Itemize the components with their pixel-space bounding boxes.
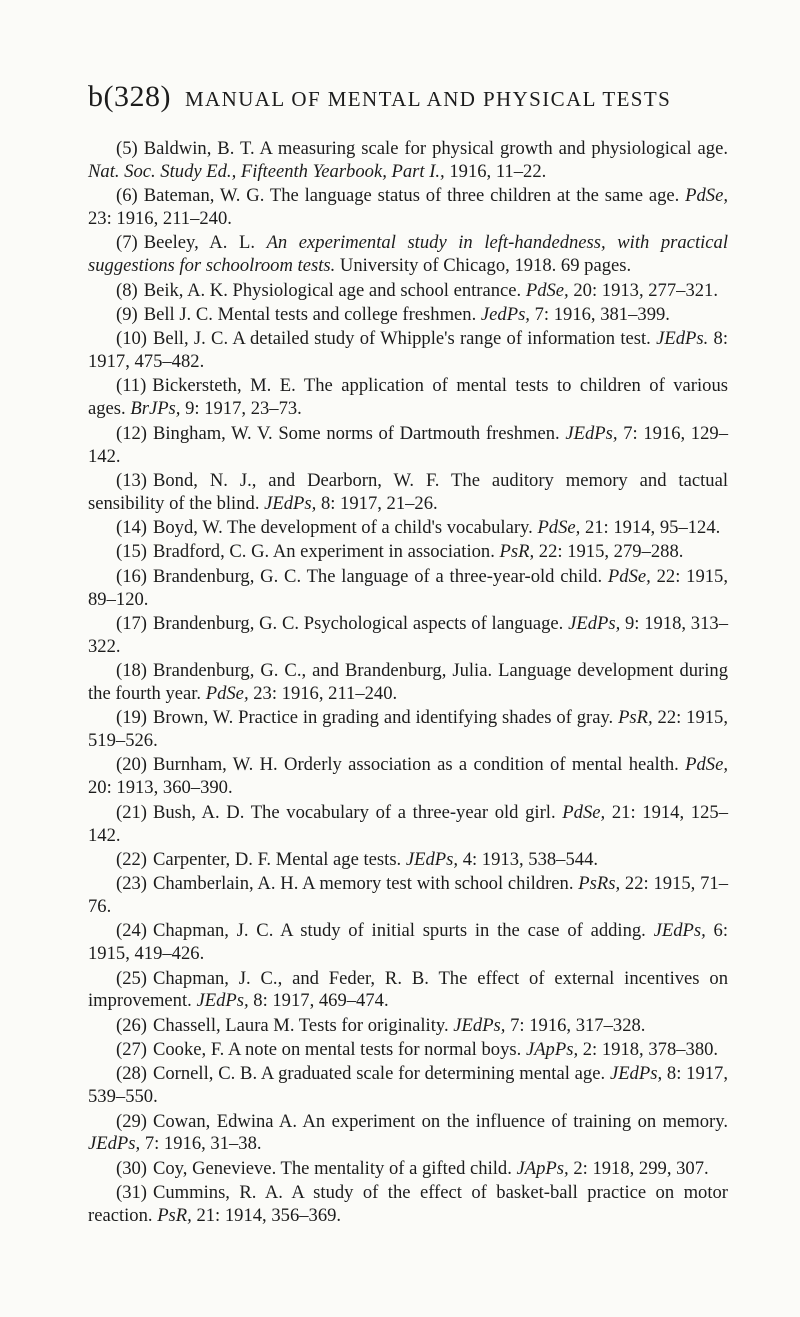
reference-title: A measuring scale for physical growth and physiological age. <box>259 138 729 159</box>
reference-citation: 9: 1917, 23–73. <box>185 398 302 420</box>
reference-citation: 7: 1916, 31–38. <box>144 1133 262 1155</box>
reference-number: (17) <box>116 612 147 634</box>
reference-title: The mentality of a gifted child. <box>280 1157 512 1179</box>
reference-journal: JEdPs, <box>264 492 317 514</box>
reference-author: Bell J. C. <box>143 303 213 325</box>
reference-author: Burnham, W. H. <box>152 754 278 776</box>
reference-citation: 23: 1916, 211–240. <box>253 682 398 704</box>
reference-citation: 1916, 11–22. <box>449 160 547 182</box>
reference-title: The development of a child's vocabulary. <box>227 517 533 539</box>
reference-entry <box>88 232 728 278</box>
reference-title: A graduated scale for determining mental age. <box>260 1063 606 1085</box>
reference-journal: PsRs, <box>578 873 621 895</box>
reference-entry <box>88 375 728 421</box>
reference-journal: PdSe, <box>525 279 569 301</box>
reference-journal: PsR, <box>499 541 535 563</box>
reference-citation: 22: 1915, 519–526. <box>88 707 728 752</box>
reference-number: (24) <box>116 920 147 942</box>
reference-author: Bell, J. C. <box>152 328 229 350</box>
reference-citation: 22: 1915, 71–76. <box>88 873 728 918</box>
reference-author: Chamberlain, A. H. <box>152 873 299 895</box>
reference-author: Bradford, C. G. <box>152 541 270 563</box>
reference-journal: BrJPs, <box>130 398 181 420</box>
reference-journal: PdSe, <box>537 517 581 539</box>
reference-entry <box>88 707 728 753</box>
reference-entry <box>88 541 728 564</box>
reference-citation: 21: 1914, 95–124. <box>584 517 721 539</box>
reference-author: Chapman, J. C., and Feder, R. B. <box>152 967 429 989</box>
reference-number: (11) <box>116 375 147 397</box>
reference-citation: 22: 1915, 279–288. <box>538 541 684 563</box>
reference-number: (7) <box>116 232 138 254</box>
reference-journal: JEdPs. <box>656 328 709 350</box>
reference-author: Beik, A. K. <box>143 279 228 301</box>
reference-number: (27) <box>116 1039 147 1061</box>
reference-author: Bateman, W. G. <box>143 185 265 207</box>
reference-number: (8) <box>116 279 138 301</box>
reference-citation: 8: 1917, 539–550. <box>88 1063 729 1108</box>
reference-number: (6) <box>116 185 138 207</box>
reference-title: Mental tests and college freshmen. <box>217 303 477 325</box>
reference-number: (15) <box>116 541 147 563</box>
reference-number: (31) <box>116 1182 147 1204</box>
reference-author: Chapman, J. C. <box>152 920 274 942</box>
reference-title: Physiological age and school entrance. <box>232 279 522 301</box>
reference-author: Baldwin, B. T. <box>143 138 255 159</box>
reference-citation: 21: 1914, 125–142. <box>88 801 728 846</box>
reference-author: Brandenburg, G. C., and Brandenburg, Julia. <box>152 660 493 682</box>
reference-citation: 8: 1917, 21–26. <box>320 492 438 514</box>
reference-number: (28) <box>116 1063 147 1085</box>
reference-title: The effect of external incentives on improvement. <box>88 967 729 1012</box>
reference-title: A detailed study of Whipple's range of information test. <box>232 328 651 350</box>
book-title: MANUAL OF MENTAL AND PHYSICAL TESTS <box>184 87 672 111</box>
reference-list <box>88 138 728 1229</box>
reference-number: (30) <box>116 1157 147 1179</box>
reference-title: The application of mental tests to children of various ages. <box>88 375 728 420</box>
reference-title: The language status of three children at the same age. <box>269 185 680 207</box>
reference-entry <box>88 613 728 659</box>
reference-title: Psychological aspects of language. <box>303 612 564 634</box>
reference-title: A study of initial spurts in the case of adding. <box>280 920 646 942</box>
reference-entry <box>88 1015 728 1038</box>
reference-entry <box>88 1063 728 1109</box>
reference-author: Bickersteth, M. E. <box>152 375 296 397</box>
reference-author: Brandenburg, G. C. <box>152 612 300 634</box>
page-number: b(328) <box>88 80 171 113</box>
reference-entry <box>88 968 728 1014</box>
reference-journal: PdSe, <box>205 682 249 704</box>
reference-citation: 7: 1916, 381–399. <box>534 303 670 325</box>
reference-journal: JEdPs, <box>653 920 706 942</box>
reference-number: (25) <box>116 967 147 989</box>
reference-journal: JEdPs, <box>196 990 249 1012</box>
reference-title: The vocabulary of a three-year old girl. <box>250 801 556 823</box>
reference-journal: JedPs, <box>480 303 530 325</box>
reference-author: Bond, N. J., and Dearborn, W. F. <box>152 469 440 491</box>
reference-journal: JEdPs, <box>609 1063 663 1085</box>
reference-journal: PsR, <box>157 1204 192 1226</box>
reference-number: (5) <box>116 138 138 159</box>
reference-journal: PsR, <box>618 707 653 729</box>
reference-number: (12) <box>116 422 147 444</box>
reference-title: Mental age tests. <box>275 848 402 870</box>
running-head <box>88 80 728 114</box>
reference-entry <box>88 185 728 231</box>
reference-number: (23) <box>116 873 147 895</box>
reference-journal: PdSe, <box>685 754 729 776</box>
reference-entry <box>88 138 728 184</box>
reference-number: (13) <box>116 469 147 491</box>
reference-journal: JEdPs, <box>565 422 618 444</box>
reference-entry <box>88 517 728 540</box>
reference-number: (22) <box>116 848 147 870</box>
reference-number: (16) <box>116 565 147 587</box>
reference-entry <box>88 660 728 706</box>
reference-citation: 9: 1918, 313–322. <box>88 612 728 657</box>
reference-number: (19) <box>116 707 147 729</box>
reference-entry <box>88 1039 728 1062</box>
reference-journal: Nat. Soc. Study Ed., Fifteenth Yearbook, Part I., <box>88 160 445 182</box>
reference-author: Boyd, W. <box>152 517 223 539</box>
reference-entry <box>88 1182 728 1228</box>
reference-entry <box>88 920 728 966</box>
reference-entry <box>88 280 728 303</box>
reference-journal: JApPs, <box>516 1157 569 1179</box>
reference-number: (18) <box>116 660 147 682</box>
reference-citation: 7: 1916, 129–142. <box>88 422 728 467</box>
reference-number: (14) <box>116 517 147 539</box>
reference-citation: 22: 1915, 89–120. <box>88 565 728 610</box>
reference-title: An experiment on the influence of training on memory. <box>302 1110 728 1132</box>
reference-title: A note on mental tests for normal boys. <box>227 1039 522 1061</box>
reference-title: A study of the effect of basket-ball practice on motor reaction. <box>88 1182 728 1226</box>
reference-citation: 20: 1913, 360–390. <box>88 777 233 799</box>
reference-author: Brandenburg, G. C. <box>152 565 302 587</box>
reference-number: (20) <box>116 754 147 776</box>
reference-entry <box>88 802 728 848</box>
reference-citation: University of Chicago, 1918. 69 pages. <box>339 255 632 277</box>
reference-author: Cooke, F. <box>152 1039 225 1061</box>
reference-author: Cowan, Edwina A. <box>152 1110 298 1132</box>
reference-entry <box>88 873 728 919</box>
reference-citation: 23: 1916, 211–240. <box>88 208 232 230</box>
reference-journal: PdSe, <box>685 185 728 207</box>
reference-title: The language of a three-year-old child. <box>306 565 603 587</box>
reference-author: Brown, W. <box>152 707 234 729</box>
reference-entry <box>88 1158 728 1181</box>
reference-entry <box>88 754 728 800</box>
reference-number: (21) <box>116 801 147 823</box>
reference-citation: 6: 1915, 419–426. <box>88 920 728 965</box>
reference-author: Carpenter, D. F. <box>152 848 272 870</box>
reference-entry <box>88 849 728 872</box>
reference-title: Tests for originality. <box>298 1014 449 1036</box>
reference-entry <box>88 470 728 516</box>
reference-title: The auditory memory and tactual sensibility of the blind. <box>88 469 728 514</box>
reference-citation: 2: 1918, 299, 307. <box>573 1157 709 1179</box>
reference-author: Cummins, R. A. <box>152 1182 283 1204</box>
reference-title: Language development during the fourth year. <box>88 660 728 704</box>
reference-journal: PdSe, <box>607 565 651 587</box>
reference-author: Bush, A. D. <box>152 801 245 823</box>
reference-entry <box>88 328 728 374</box>
reference-author: Coy, Genevieve. <box>152 1157 277 1179</box>
reference-citation: 20: 1913, 277–321. <box>573 279 718 301</box>
reference-entry <box>88 304 728 327</box>
reference-journal: PdSe, <box>562 801 606 823</box>
reference-journal: JApPs, <box>525 1039 579 1061</box>
reference-entry <box>88 566 728 612</box>
reference-author: Bingham, W. V. <box>152 422 273 444</box>
reference-number: (26) <box>116 1014 147 1036</box>
reference-author: Beeley, A. L. <box>143 232 255 254</box>
reference-title: An experimental study in left-handedness, with practical suggestions for schoolroom tests. <box>88 232 728 277</box>
reference-title: Practice in grading and identifying shades of gray. <box>238 707 614 729</box>
reference-author: Cornell, C. B. <box>152 1063 258 1085</box>
reference-citation: 4: 1913, 538–544. <box>462 848 599 870</box>
reference-title: An experiment in association. <box>272 541 495 563</box>
reference-journal: JEdPs, <box>453 1014 506 1036</box>
reference-number: (10) <box>116 328 147 350</box>
reference-entry <box>88 1111 728 1157</box>
reference-citation: 8: 1917, 469–474. <box>253 990 389 1012</box>
reference-journal: JEdPs, <box>88 1133 141 1155</box>
reference-title: Some norms of Dartmouth freshmen. <box>278 422 560 444</box>
reference-entry <box>88 423 728 469</box>
reference-citation: 2: 1918, 378–380. <box>582 1039 719 1061</box>
reference-title: A memory test with school children. <box>302 873 574 895</box>
reference-citation: 21: 1914, 356–369. <box>196 1204 342 1226</box>
reference-journal: JEdPs, <box>568 612 621 634</box>
reference-title: Orderly association as a condition of mental health. <box>284 754 679 776</box>
reference-number: (29) <box>116 1110 147 1132</box>
reference-journal: JEdPs, <box>405 848 459 870</box>
reference-number: (9) <box>116 303 138 325</box>
reference-citation: 7: 1916, 317–328. <box>510 1014 646 1036</box>
reference-citation: 8: 1917, 475–482. <box>88 328 729 373</box>
reference-author: Chassell, Laura M. <box>152 1014 295 1036</box>
